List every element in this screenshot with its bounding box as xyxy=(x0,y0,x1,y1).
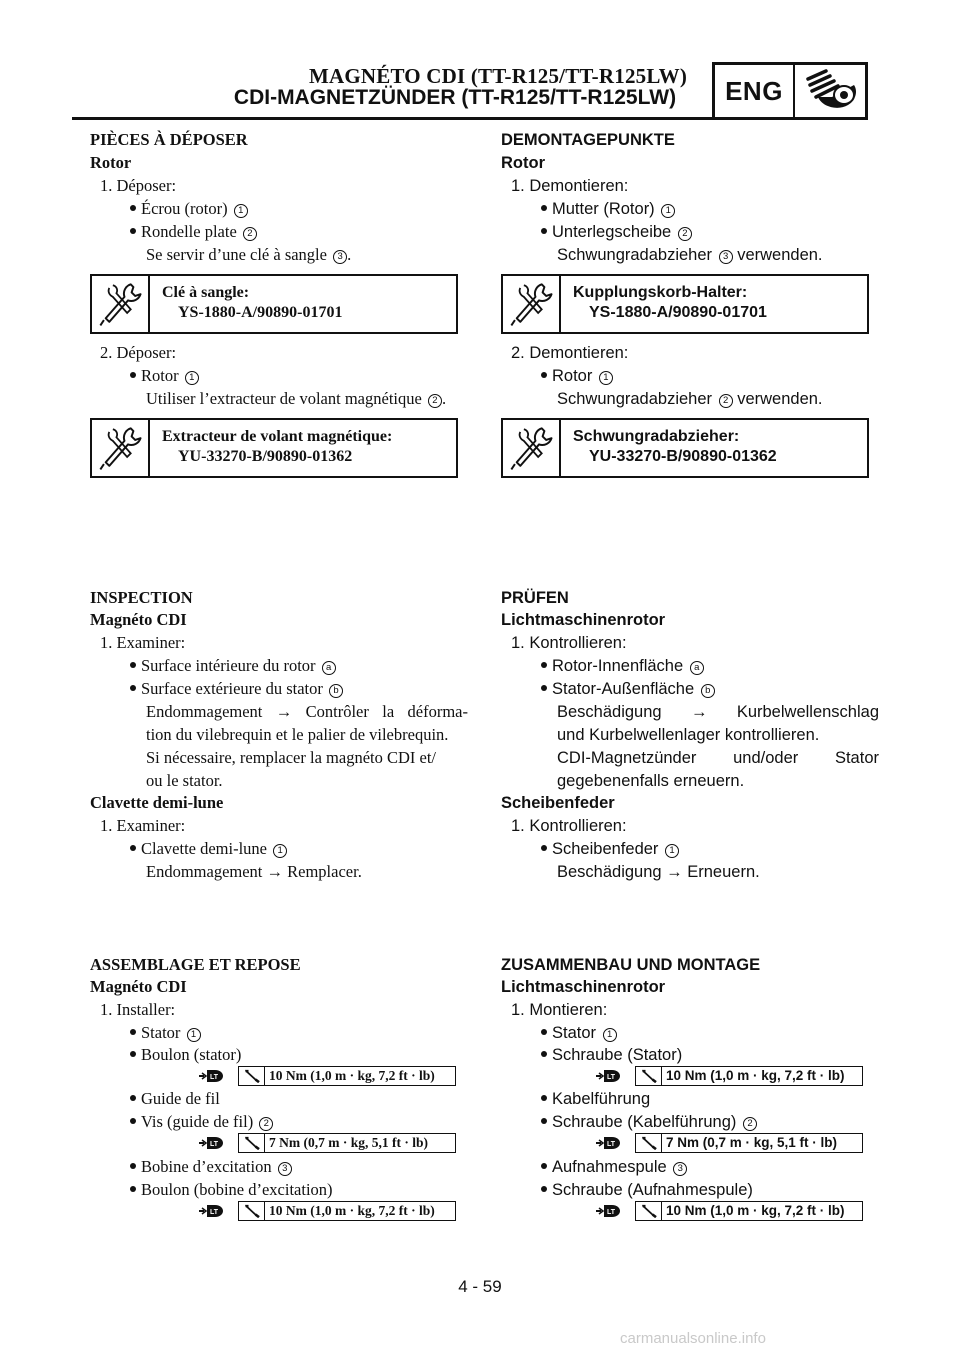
list-item: Rotor 1 xyxy=(541,366,613,386)
bullet-icon xyxy=(130,372,136,378)
list-item: Rondelle plate 2 xyxy=(130,222,257,242)
tool-icon xyxy=(503,420,561,476)
step: 1. Montieren: xyxy=(511,1001,608,1019)
bullet-icon xyxy=(541,1095,547,1101)
callout-letter: b xyxy=(701,684,715,698)
list-item: Mutter (Rotor) 1 xyxy=(541,199,675,219)
callout-letter: b xyxy=(329,684,343,698)
torque-spec xyxy=(198,1133,458,1153)
callout-letter: a xyxy=(322,661,336,675)
step: 1. Examiner: xyxy=(100,816,186,835)
bullet-icon xyxy=(130,685,136,691)
list-item: Schraube (Aufnahmespule) xyxy=(541,1180,753,1200)
step: 1. Examiner: xyxy=(100,633,186,652)
callout-number: 3 xyxy=(278,1162,292,1176)
list-item: Boulon (bobine d’excitation) xyxy=(130,1180,333,1200)
torque-value: 7 Nm (0,7 m · kg, 5,1 ft · lb) xyxy=(666,1135,838,1150)
list-item: Rotor 1 xyxy=(130,366,199,386)
callout-number: 1 xyxy=(234,204,248,218)
step: 1. Installer: xyxy=(100,1000,176,1019)
bullet-icon xyxy=(130,1163,136,1169)
tool-icon xyxy=(92,276,150,332)
torque-spec xyxy=(595,1133,865,1153)
step: 2. Déposer: xyxy=(100,343,177,362)
bullet-icon xyxy=(130,1029,136,1035)
instruction-note: und Kurbelwellenlager kontrollieren. xyxy=(557,726,820,744)
callout-number: 3 xyxy=(719,250,733,264)
page-title-fr: MAGNÉTO CDI (TT-R125/TT-R125LW) xyxy=(308,64,688,88)
bullet-icon xyxy=(541,685,547,691)
list-item: Schraube (Stator) xyxy=(541,1045,682,1065)
tool-number: YU-33270-B/90890-01362 xyxy=(178,448,353,465)
assembly-heading: ZUSAMMENBAU UND MONTAGE xyxy=(501,956,761,974)
callout-letter: a xyxy=(690,661,704,675)
special-tool-box xyxy=(90,418,458,478)
torque-spec xyxy=(198,1066,458,1086)
tool-number: YU-33270-B/90890-01362 xyxy=(589,448,777,465)
special-tool-box xyxy=(501,418,869,478)
tool-name: Clé à sangle: xyxy=(162,284,250,301)
list-item: Stator 1 xyxy=(130,1023,201,1043)
bullet-icon xyxy=(130,205,136,211)
callout-number: 1 xyxy=(661,204,675,218)
bullet-icon xyxy=(541,205,547,211)
callout-number: 1 xyxy=(273,844,287,858)
torque-value: 10 Nm (1,0 m · kg, 7,2 ft · lb) xyxy=(269,1068,435,1083)
bullet-icon xyxy=(541,1118,547,1124)
bullet-icon xyxy=(541,662,547,668)
callout-number: 1 xyxy=(665,844,679,858)
torque-spec xyxy=(595,1201,865,1221)
callout-number: 2 xyxy=(719,394,733,408)
bullet-icon xyxy=(130,1095,136,1101)
locktite-icon xyxy=(198,1066,224,1086)
locktite-icon xyxy=(595,1201,621,1221)
callout-number: 1 xyxy=(603,1028,617,1042)
tool-name: Extracteur de volant magnétique: xyxy=(162,428,393,445)
special-tool-box xyxy=(501,274,869,334)
list-item: Schraube (Kabelführung) 2 xyxy=(541,1112,757,1132)
assembly-subheading: Magnéto CDI xyxy=(90,977,187,996)
torque-wrench-icon xyxy=(239,1202,265,1220)
list-item: Scheibenfeder 1 xyxy=(541,839,679,859)
instruction-note: Schwungradabzieher 2 verwenden. xyxy=(557,390,823,408)
bullet-icon xyxy=(130,662,136,668)
tool-name: Kupplungskorb-Halter: xyxy=(573,284,748,301)
callout-number: 2 xyxy=(743,1117,757,1131)
inspection-subheading: Magnéto CDI xyxy=(90,610,187,629)
section-badge-label: ENG xyxy=(715,65,795,117)
bullet-icon xyxy=(130,845,136,851)
bullet-icon xyxy=(130,1186,136,1192)
list-item: Surface extérieure du stator b xyxy=(130,679,343,699)
callout-number: 1 xyxy=(185,371,199,385)
tool-name: Schwungradabzieher: xyxy=(573,428,740,445)
header-rule xyxy=(72,117,712,120)
bullet-icon xyxy=(541,372,547,378)
bullet-icon xyxy=(130,228,136,234)
list-item: Boulon (stator) xyxy=(130,1045,241,1065)
list-item: Rotor-Innenfläche a xyxy=(541,656,704,676)
tool-number: YS-1880-A/90890-01701 xyxy=(589,304,767,321)
torque-value: 10 Nm (1,0 m · kg, 7,2 ft · lb) xyxy=(269,1203,435,1218)
list-item: Unterlegscheibe 2 xyxy=(541,222,692,242)
torque-value: 10 Nm (1,0 m · kg, 7,2 ft · lb) xyxy=(666,1203,845,1218)
step: 2. Demontieren: xyxy=(511,344,629,362)
torque-spec xyxy=(198,1201,458,1221)
callout-number: 3 xyxy=(333,250,347,264)
step: 1. Déposer: xyxy=(100,176,177,195)
list-item: Stator 1 xyxy=(541,1023,617,1043)
bullet-icon xyxy=(130,1051,136,1057)
section-badge xyxy=(712,62,868,120)
tool-number: YS-1880-A/90890-01701 xyxy=(178,304,343,321)
torque-wrench-icon xyxy=(636,1067,662,1085)
torque-wrench-icon xyxy=(239,1067,265,1085)
page-title-de: CDI-MAGNETZÜNDER (TT-R125/TT-R125LW) xyxy=(233,86,677,109)
bullet-icon xyxy=(541,228,547,234)
instruction-note: Utiliser l’extracteur de volant magnétique 2 . xyxy=(146,389,447,408)
list-item: Guide de fil xyxy=(130,1089,220,1109)
torque-wrench-icon xyxy=(636,1134,662,1152)
tool-icon xyxy=(92,420,150,476)
page-number: 4 - 59 xyxy=(458,1277,502,1296)
callout-number: 2 xyxy=(428,394,442,408)
instruction-note: Si nécessaire, remplacer la magnéto CDI et/ xyxy=(146,748,437,767)
locktite-icon xyxy=(595,1133,621,1153)
instruction-note: CDI-Magnetzünder und/oder Stator xyxy=(557,749,879,767)
torque-value: 10 Nm (1,0 m · kg, 7,2 ft · lb) xyxy=(666,1068,845,1083)
locktite-icon xyxy=(198,1201,224,1221)
instruction-note: tion du vilebrequin et le palier de vilebrequin. xyxy=(146,725,449,744)
bullet-icon xyxy=(130,1118,136,1124)
instruction-note: ou le stator. xyxy=(146,771,223,790)
instruction-note: Beschädigung → Erneuern. xyxy=(557,863,760,881)
assembly-subheading: Lichtmaschinenrotor xyxy=(501,978,666,996)
instruction-note: gegebenenfalls erneuern. xyxy=(557,772,745,790)
watermark: carmanualsonline.info xyxy=(620,1330,766,1347)
bullet-icon xyxy=(541,1163,547,1169)
bullet-icon xyxy=(541,845,547,851)
step: 1. Kontrollieren: xyxy=(511,634,627,652)
instruction-note: Beschädigung → Kurbelwellenschlag xyxy=(557,703,879,721)
bullet-icon xyxy=(541,1029,547,1035)
instruction-note: Schwungradabzieher 3 verwenden. xyxy=(557,246,823,264)
callout-number: 1 xyxy=(599,371,613,385)
instruction-note: Endommagement → Contrôler la déforma- xyxy=(146,702,468,721)
list-item: Aufnahmespule 3 xyxy=(541,1157,687,1177)
bullet-icon xyxy=(541,1186,547,1192)
tool-icon xyxy=(503,276,561,332)
removal-subheading: Rotor xyxy=(501,154,545,172)
locktite-icon xyxy=(595,1066,621,1086)
locktite-icon xyxy=(198,1133,224,1153)
bullet-icon xyxy=(541,1051,547,1057)
step: 1. Demontieren: xyxy=(511,177,629,195)
callout-number: 3 xyxy=(673,1162,687,1176)
inspection-subheading: Lichtmaschinenrotor xyxy=(501,611,666,629)
inspection-subheading: Clavette demi-lune xyxy=(90,793,224,812)
list-item: Kabelführung xyxy=(541,1089,650,1109)
inspection-heading: INSPECTION xyxy=(90,588,193,607)
special-tool-box xyxy=(90,274,458,334)
removal-heading: PIÈCES À DÉPOSER xyxy=(90,130,248,149)
inspection-subheading: Scheibenfeder xyxy=(501,794,615,812)
instruction-note: Endommagement → Remplacer. xyxy=(146,862,362,881)
callout-number: 1 xyxy=(187,1028,201,1042)
callout-number: 2 xyxy=(259,1117,273,1131)
list-item: Stator-Außenfläche b xyxy=(541,679,715,699)
torque-wrench-icon xyxy=(636,1202,662,1220)
removal-heading: DEMONTAGEPUNKTE xyxy=(501,131,675,149)
callout-number: 2 xyxy=(243,227,257,241)
torque-wrench-icon xyxy=(239,1134,265,1152)
instruction-note: Se servir d’une clé à sangle 3 . xyxy=(146,245,352,264)
torque-spec xyxy=(595,1066,865,1086)
step: 1. Kontrollieren: xyxy=(511,817,627,835)
engine-icon xyxy=(795,65,865,117)
inspection-heading: PRÜFEN xyxy=(501,589,569,607)
torque-value: 7 Nm (0,7 m · kg, 5,1 ft · lb) xyxy=(269,1135,428,1150)
callout-number: 2 xyxy=(678,227,692,241)
list-item: Surface intérieure du rotor a xyxy=(130,656,336,676)
list-item: Vis (guide de fil) 2 xyxy=(130,1112,273,1132)
removal-subheading: Rotor xyxy=(90,153,132,172)
list-item: Bobine d’excitation 3 xyxy=(130,1157,292,1177)
assembly-heading: ASSEMBLAGE ET REPOSE xyxy=(90,955,301,974)
list-item: Clavette demi-lune 1 xyxy=(130,839,287,859)
list-item: Écrou (rotor) 1 xyxy=(130,199,248,219)
